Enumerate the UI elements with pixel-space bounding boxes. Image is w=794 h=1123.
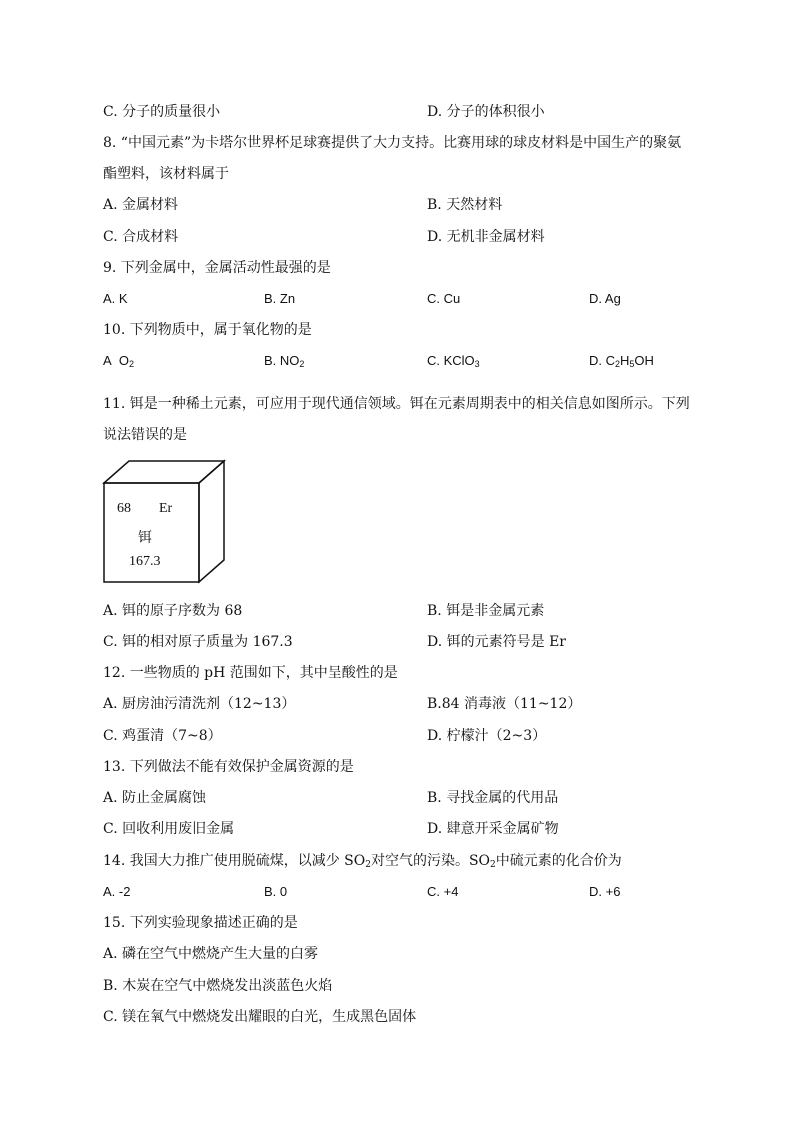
q8-options-row2	[103, 228, 703, 246]
q10-stem: 10. 下列物质中，属于氧化物的是	[103, 322, 312, 338]
q13-option-a: A. 防止金属腐蚀	[103, 790, 207, 806]
q10-option-c	[427, 352, 480, 370]
q9-option-b: B. Zn	[264, 291, 296, 306]
q9-option-d: D. Ag	[589, 291, 621, 306]
q12-option-a: A. 厨房油污清洗剂（12~13）	[103, 696, 296, 712]
q10-option-d-subscript-1: 2	[615, 359, 621, 369]
element-tile-cube	[100, 458, 230, 586]
q8-options-row1	[103, 196, 703, 214]
q10-options-row	[103, 352, 703, 370]
q12-option-c: C. 鸡蛋清（7~8）	[103, 728, 222, 744]
q11-options-row1	[103, 602, 703, 620]
q7-options-row	[103, 103, 703, 121]
element-tile-figure	[100, 458, 230, 586]
q14-stem-subscript-1: 2	[365, 860, 371, 870]
q8-stem-line1: 8. “中国元素”为卡塔尔世界杯足球赛提供了大力支持。比赛用球的球皮材料是中国生产的聚氨	[103, 135, 682, 151]
q13-stem: 13. 下列做法不能有效保护金属资源的是	[103, 759, 354, 775]
q14-option-a: A. -2	[103, 884, 131, 899]
q11-option-c: C. 铒的相对原子质量为 167.3	[103, 634, 293, 650]
q10-option-a-subscript: 2	[129, 359, 135, 369]
q10-option-d-formula-c: D. C	[589, 353, 615, 368]
q10-option-d-subscript-2: 5	[629, 359, 635, 369]
q10-option-a-formula: O	[118, 353, 130, 368]
q12-stem: 12. 一些物质的 pH 范围如下，其中呈酸性的是	[103, 665, 398, 681]
q10-option-d	[589, 352, 654, 370]
q8-option-d: D. 无机非金属材料	[427, 229, 545, 245]
q13-option-b: B. 寻找金属的代用品	[427, 790, 559, 806]
q12-options-row1	[103, 695, 703, 713]
q10-option-c-subscript: 3	[474, 359, 480, 369]
q10-option-b-subscript: 2	[299, 359, 305, 369]
q14-options-row	[103, 883, 703, 901]
element-symbol: Er	[159, 501, 173, 516]
q13-option-d: D. 肆意开采金属矿物	[427, 821, 559, 837]
q11-option-b: B. 铒是非金属元素	[427, 603, 545, 619]
q8-option-b: B. 天然材料	[427, 197, 503, 213]
q11-option-d: D. 铒的元素符号是 Er	[427, 634, 566, 650]
q8-stem-line2: 酯塑料，该材料属于	[103, 166, 229, 182]
q15-option-a: A. 磷在空气中燃烧产生大量的白雾	[103, 946, 319, 962]
q7-option-c: C. 分子的质量很小	[103, 104, 221, 120]
q14-stem-part2: 对空气的污染。SO	[370, 853, 491, 869]
q14-option-d: D. +6	[589, 884, 621, 899]
q10-option-b	[264, 352, 304, 370]
q15-option-c: C. 镁在氧气中燃烧发出耀眼的白光，生成黑色固体	[103, 1009, 417, 1025]
q15-stem: 15. 下列实验现象描述正确的是	[103, 915, 298, 931]
q10-option-a	[103, 352, 134, 370]
q11-options-row2	[103, 633, 703, 651]
q13-options-row1	[103, 789, 703, 807]
q7-option-d: D. 分子的体积很小	[427, 104, 545, 120]
q12-option-d: D. 柠檬汁（2~3）	[427, 728, 547, 744]
q11-stem-line2: 说法错误的是	[103, 427, 187, 443]
q10-option-d-formula-oh: OH	[634, 353, 654, 368]
q8-option-c: C. 合成材料	[103, 229, 179, 245]
q10-option-b-formula: B. NO	[264, 353, 300, 368]
q8-option-a: A. 金属材料	[103, 197, 179, 213]
q14-stem-part3: 中硫元素的化合价为	[495, 853, 622, 869]
q14-option-c: C. +4	[427, 884, 459, 899]
element-atomic-mass: 167.3	[129, 554, 161, 569]
q10-option-c-formula: C. KClO	[427, 353, 475, 368]
element-name: 铒	[138, 531, 152, 546]
q10-option-d-formula-h: H	[620, 353, 630, 368]
q14-option-b: B. 0	[264, 884, 288, 899]
q14-stem	[103, 852, 622, 870]
q15-option-b: B. 木炭在空气中燃烧发出淡蓝色火焰	[103, 978, 333, 994]
q9-stem: 9. 下列金属中，金属活动性最强的是	[103, 260, 331, 276]
q13-option-c: C. 回收利用废旧金属	[103, 821, 235, 837]
q12-options-row2	[103, 727, 703, 745]
q11-option-a: A. 铒的原子序数为 68	[103, 603, 243, 619]
q10-option-a-label: A	[103, 353, 112, 368]
q9-option-c: C. Cu	[427, 291, 461, 306]
q12-option-b: B.84 消毒液（11~12）	[427, 696, 582, 712]
element-atomic-number: 68	[117, 501, 131, 516]
q14-stem-part1: 14. 我国大力推广使用脱硫煤，以减少 SO	[103, 853, 366, 869]
q9-options-row	[103, 290, 703, 308]
q9-option-a: A. K	[103, 291, 128, 306]
q14-stem-subscript-2: 2	[490, 860, 496, 870]
q11-stem-line1: 11. 铒是一种稀土元素，可应用于现代通信领域。铒在元素周期表中的相关信息如图所示。下列	[103, 396, 690, 412]
q13-options-row2	[103, 820, 703, 838]
